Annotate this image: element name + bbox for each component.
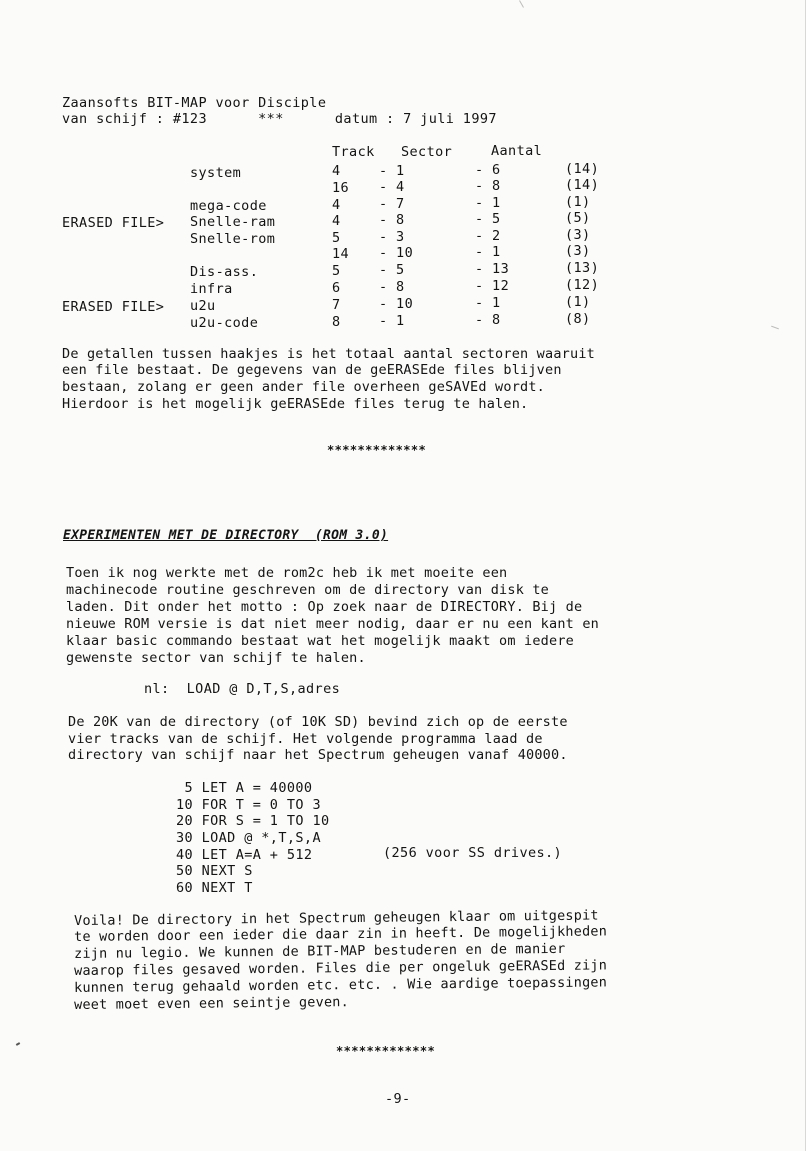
- text-line: De getallen tussen haakjes is het totaal aantal sectoren waaruit: [62, 346, 595, 362]
- text-line: De 20K van de directory (of 10K SD) bevind zich op de eerste: [68, 714, 568, 730]
- header-title: Zaansofts BIT-MAP voor Disciple: [62, 95, 327, 111]
- text-line: zijn nu legio. We kunnen de BIT-MAP bestuderen en de manier: [74, 940, 566, 962]
- row-name: system: [190, 165, 242, 181]
- program-line: 30 LOAD @ *,T,S,A: [176, 830, 321, 846]
- row-aantal: - 5: [475, 211, 501, 227]
- text-line: bestaan, zolang er geen ander file overheen geSAVEd wordt.: [62, 379, 546, 395]
- row-sector: - 4: [379, 179, 405, 195]
- row-total: (12): [565, 277, 600, 293]
- row-track: 5: [332, 230, 341, 246]
- col-sector: Sector: [401, 144, 453, 160]
- text-line: weet moet even een seintje geven.: [74, 994, 349, 1013]
- row-total: (1): [565, 294, 591, 310]
- row-name: mega-code: [190, 198, 267, 214]
- row-track: 14: [332, 246, 350, 262]
- separator: *************: [327, 443, 427, 457]
- row-aantal: - 1: [475, 295, 501, 311]
- program-note: (256 voor SS drives.): [383, 845, 563, 861]
- row-sector: - 8: [379, 212, 405, 228]
- program-line: 60 NEXT T: [176, 880, 253, 896]
- row-total: (1): [565, 194, 591, 210]
- text-line: laden. Dit onder het motto : Op zoek naar de DIRECTORY. Bij de: [66, 599, 583, 615]
- row-total: (14): [565, 177, 600, 193]
- text-line: een file bestaat. De gegevens van de geERASEde files blijven: [62, 362, 562, 378]
- row-aantal: - 8: [475, 178, 501, 194]
- program-line: 5 LET A = 40000: [176, 780, 313, 796]
- row-aantal: - 12: [475, 278, 510, 294]
- row-total: (14): [565, 161, 600, 177]
- header-disk-date: van schijf : #123 *** datum : 7 juli 1997: [62, 111, 497, 127]
- text-line: kunnen terug gehaald worden etc. etc. . Wie aardige toepassingen: [74, 974, 608, 996]
- row-total: (13): [565, 260, 600, 276]
- row-track: 4: [332, 213, 341, 229]
- text-line: waarop files gesaved worden. Files die per ongeluk geERASEd zijn: [74, 957, 608, 979]
- erased-file-label: ERASED FILE>: [62, 215, 165, 231]
- row-total: (8): [565, 311, 591, 327]
- scan-speck: [771, 326, 779, 330]
- row-sector: - 10: [379, 296, 414, 312]
- text-line: Toen ik nog werkte met de rom2c heb ik met moeite een: [66, 565, 508, 581]
- scan-speck: [519, 0, 524, 7]
- row-track: 16: [332, 180, 350, 196]
- row-name: Snelle-ram: [190, 214, 276, 230]
- row-total: (3): [565, 243, 591, 259]
- row-name: u2u-code: [190, 315, 259, 331]
- row-total: (3): [565, 227, 591, 243]
- row-sector: - 1: [379, 313, 405, 329]
- col-track: Track: [332, 144, 375, 160]
- row-aantal: - 1: [475, 195, 501, 211]
- row-track: 6: [332, 280, 341, 296]
- row-sector: - 5: [379, 262, 405, 278]
- row-track: 8: [332, 314, 341, 330]
- text-line: gewenste sector van schijf te halen.: [66, 650, 366, 666]
- row-aantal: - 1: [475, 244, 501, 260]
- text-line: machinecode routine geschreven om de directory van disk te: [66, 582, 550, 598]
- row-track: 5: [332, 263, 341, 279]
- row-sector: - 1: [379, 163, 405, 179]
- row-aantal: - 6: [475, 162, 501, 178]
- text-line: te worden door een ieder die daar zin in heeft. De mogelijkheden: [74, 923, 608, 945]
- page-number: -9-: [385, 1091, 411, 1107]
- row-name: Dis-ass.: [190, 264, 259, 280]
- row-track: 4: [332, 163, 341, 179]
- text-line: Voila! De directory in het Spectrum geheugen klaar om uitgespit: [74, 907, 599, 929]
- row-sector: - 3: [379, 229, 405, 245]
- row-aantal: - 13: [475, 261, 510, 277]
- erased-file-label: ERASED FILE>: [62, 299, 165, 315]
- load-example: nl: LOAD @ D,T,S,adres: [144, 681, 341, 697]
- text-line: klaar basic commando bestaat wat het mogelijk maakt om iedere: [66, 633, 574, 649]
- row-sector: - 10: [379, 245, 414, 261]
- program-line: 40 LET A=A + 512: [176, 847, 313, 863]
- row-sector: - 7: [379, 196, 405, 212]
- row-name: Snelle-rom: [190, 231, 276, 247]
- text-line: nieuwe ROM versie is dat niet meer nodig, daar er nu een kant en: [66, 616, 599, 632]
- row-aantal: - 8: [475, 312, 501, 328]
- program-line: 10 FOR T = 0 TO 3: [176, 797, 321, 813]
- col-aantal: Aantal: [491, 143, 543, 159]
- row-name: infra: [190, 281, 233, 297]
- row-track: 7: [332, 297, 341, 313]
- row-sector: - 8: [379, 279, 405, 295]
- text-line: directory van schijf naar het Spectrum geheugen vanaf 40000.: [68, 747, 568, 763]
- separator: *************: [336, 1044, 436, 1058]
- program-line: 50 NEXT S: [176, 863, 253, 879]
- scan-speck: [16, 1042, 20, 1046]
- text-line: vier tracks van de schijf. Het volgende programma laad de: [68, 731, 543, 747]
- row-total: (5): [565, 210, 591, 226]
- text-line: Hierdoor is het mogelijk geERASEde files terug te halen.: [62, 396, 529, 412]
- row-aantal: - 2: [475, 228, 501, 244]
- row-track: 4: [332, 197, 341, 213]
- article-title: EXPERIMENTEN MET DE DIRECTORY (ROM 3.0): [63, 528, 389, 543]
- row-name: u2u: [190, 298, 216, 314]
- program-line: 20 FOR S = 1 TO 10: [176, 813, 330, 829]
